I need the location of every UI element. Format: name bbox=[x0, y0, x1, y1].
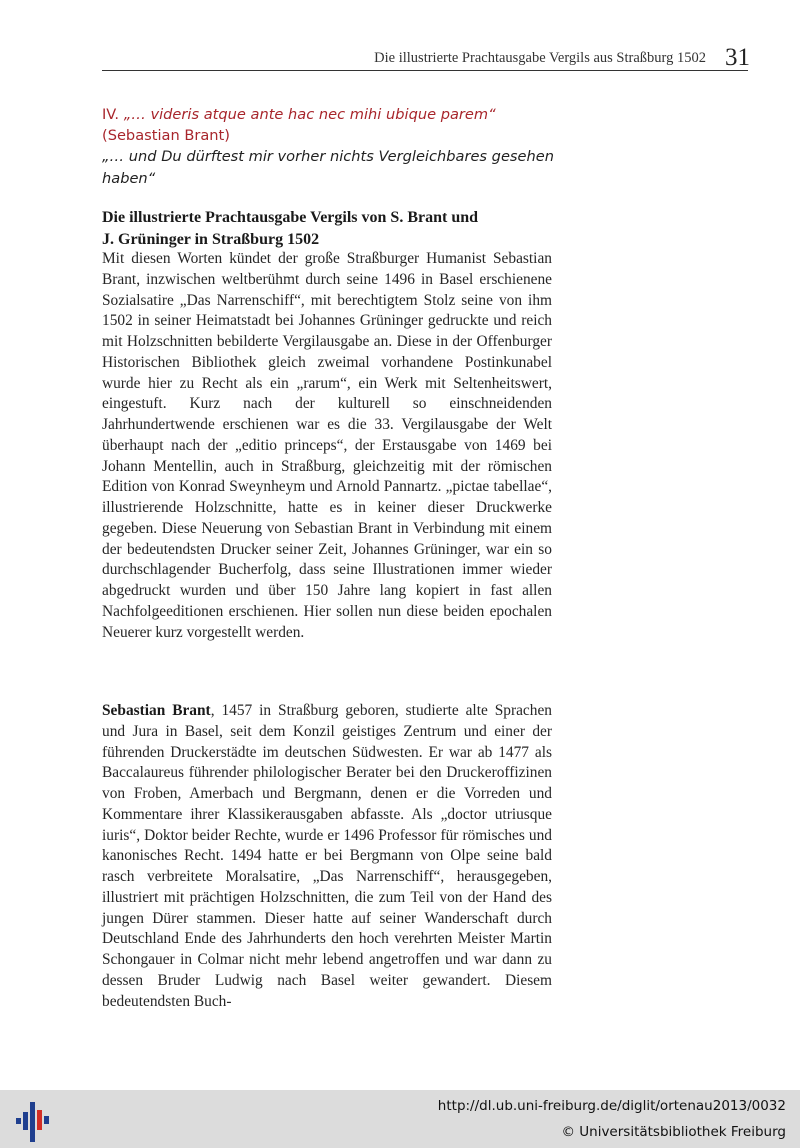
body-paragraph-2 bbox=[102, 701, 552, 1012]
section-heading bbox=[102, 104, 562, 189]
paragraph-lead-name: Sebastian Brant bbox=[102, 702, 211, 719]
running-header bbox=[102, 44, 750, 71]
article-title-line-1: Die illustrierte Prachtausgabe Vergils von S. Brant und bbox=[102, 209, 479, 226]
section-heading-latin bbox=[102, 104, 562, 125]
footer-bar bbox=[0, 1090, 800, 1148]
page-number: 31 bbox=[725, 44, 750, 71]
copyright-notice: © Universitätsbibliothek Freiburg bbox=[561, 1124, 786, 1140]
paragraph-2-text: , 1457 in Straßburg geboren, studierte alte Sprachen und Jura in Basel, seit dem Konzil geistiges Zentrum und einer der führenden Druckerstädte im deutschen Südwesten. Er war ab 1477 als Baccalaureus führender philologischer Berater bei den Druckeroffizinen von Froben, Amerbach und Bergmann, denen er die Vorreden und Kommentare ihrer Klassikerausgaben abfasste. Als „doctor utriusque iuris“, Doktor beider Rechte, wurde er 1496 Professor für römisches und kanonisches Recht. 1494 hatte er bei Bergmann von Olpe seine bald rasch verbreitete Moralsatire, „Das Narrenschiff“, herausgegeben, illustriert mit prächtigen Holzschnitten, die zum Teil von der Hand des jungen Dürer stammen. Dieser hatte auf seiner Wanderschaft durch Deutschland Ende des Jahrhunderts den hoch verehrten Meister Martin Schongauer in Colmar nicht mehr lebend angetroffen und war dann zu dessen Bruder Ludwig nach Basel weiter gewandert. Diesem bedeutendsten Buch- bbox=[102, 702, 552, 1010]
article-title-line-2: J. Grüninger in Straßburg 1502 bbox=[102, 230, 320, 248]
german-quote: „… und Du dürftest mir vorher nichts Vergleichbares gesehen haben“ bbox=[102, 148, 554, 187]
section-number: IV. bbox=[102, 106, 120, 123]
body-paragraph-1: Mit diesen Worten kündet der große Straßburger Humanist Sebastian Brant, inzwischen weltberühmt durch seine 1496 in Basel erschienene Sozialsatire „Das Narrenschiff“, mit berechtigtem Stolz seine von ihm 1502 in seiner Heimatstadt bei Johannes Grüninger gedruckte und reich mit Holzschnitten bebilderte Vergilausgabe an. Diese in der Offenburger Historischen Bibliothek gleich zweimal vorhandene Postinkunabel wurde hier zu Recht als ein „rarum“, ein Werk mit Seltenheitswert, eingestuft. Kurz nach der kulturell so einschneidenden Jahrhundertwende erschienen war es die 33. Vergilausgabe der Welt überhaupt nach der „editio princeps“, der Erstausgabe von 1469 bei Johann Mentellin, auch in Straßburg, gleichzeitig mit der römischen Edition von Konrad Sweynheym und Arnold Pannartz. „pictae tabellae“, illustrierende Holzschnitte, hatte es in keiner dieser Druckwerke gegeben. Diese Neuerung von Sebastian Brant in Verbindung mit einem der bedeutendsten Drucker seiner Zeit, Johannes Grüninger, war ein so durchschlagender Bucherfolg, dass seine Illustrationen immer wieder abgedruckt wurden und über 150 Jahre lang kopiert in fast allen Nachfolgeeditionen erschienen. Hier sollen nun diese beiden epochalen Neuerer kurz vorgestellt werden. bbox=[102, 250, 552, 641]
quote-attribution: (Sebastian Brant) bbox=[102, 127, 230, 145]
source-url-link[interactable]: http://dl.ub.uni-freiburg.de/diglit/ortenau2013/0032 bbox=[437, 1098, 786, 1114]
running-title: Die illustrierte Prachtausgabe Vergils aus Straßburg 1502 bbox=[374, 50, 706, 66]
library-logo-icon bbox=[12, 1098, 52, 1142]
article-title bbox=[102, 207, 562, 250]
latin-quote: „… videris atque ante hac nec mihi ubique parem“ bbox=[123, 106, 496, 123]
